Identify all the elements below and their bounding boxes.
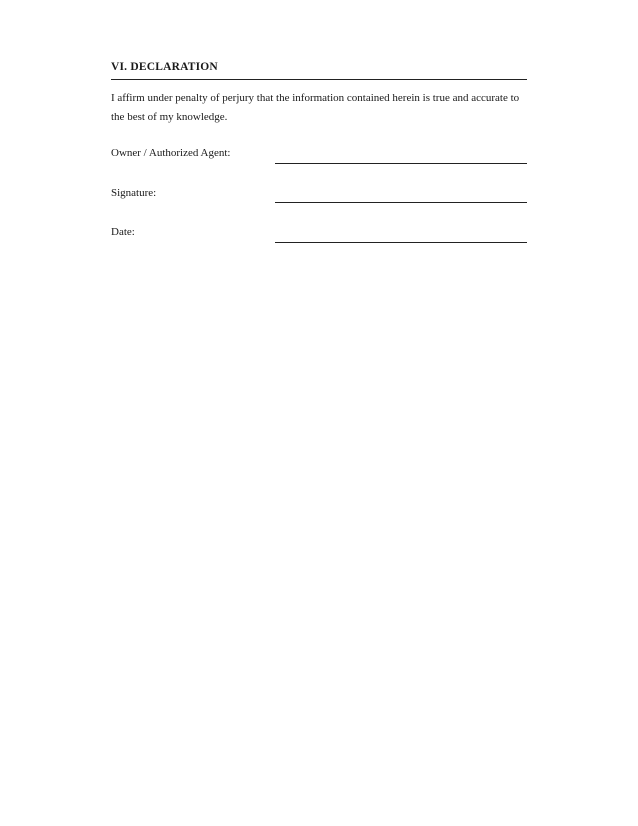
date-field-line[interactable] bbox=[275, 242, 527, 243]
declaration-statement: I affirm under penalty of perjury that the information contained herein is true and accurate to the best of my knowledge. bbox=[111, 92, 520, 123]
signature-label: Signature: bbox=[111, 187, 157, 199]
owner-agent-label: Owner / Authorized Agent: bbox=[111, 147, 231, 159]
section-title: VI. DECLARATION bbox=[111, 61, 218, 73]
signature-field-line[interactable] bbox=[275, 202, 527, 203]
section-divider bbox=[111, 79, 527, 80]
owner-agent-field-line[interactable] bbox=[275, 163, 527, 164]
date-label: Date: bbox=[111, 226, 135, 238]
